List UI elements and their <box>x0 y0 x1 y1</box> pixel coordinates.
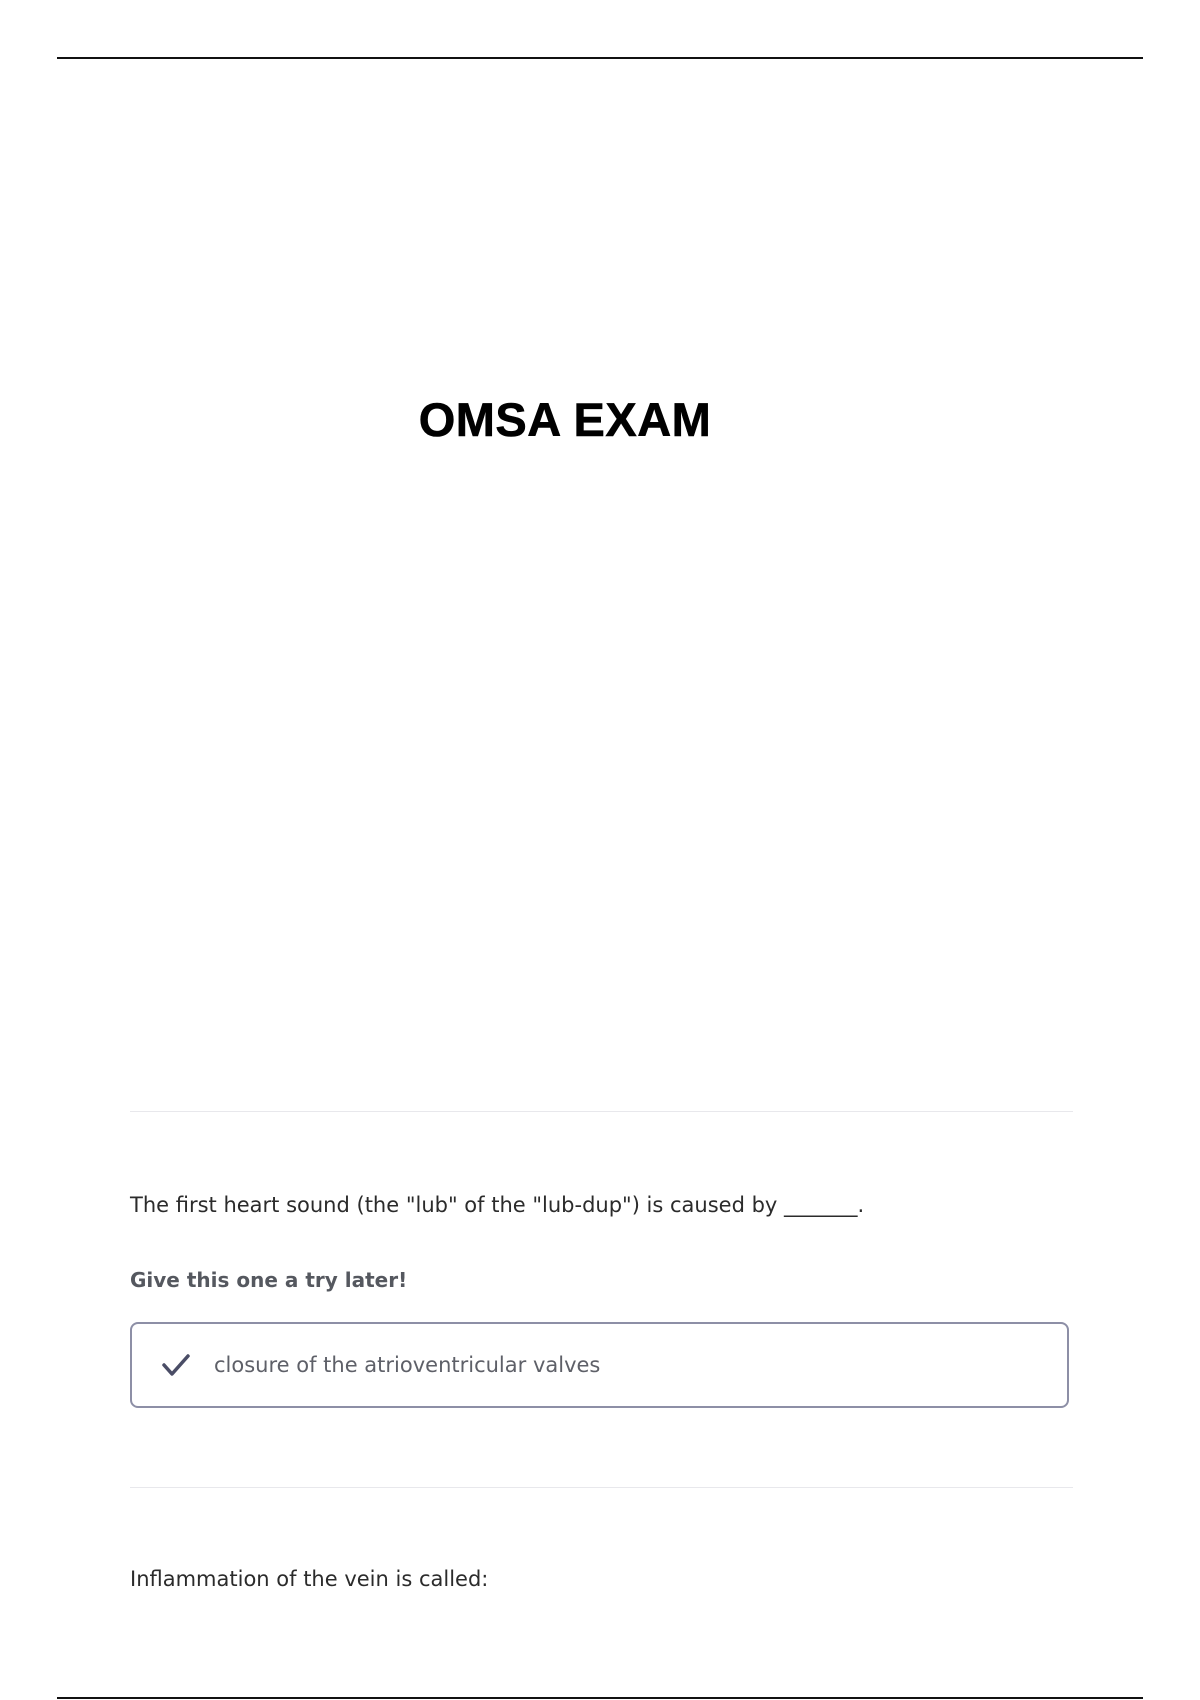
page-title: OMSA EXAM <box>418 393 712 446</box>
footer-rule <box>57 1697 1143 1699</box>
question-1-answer-option[interactable] <box>130 1322 1069 1408</box>
question-2-text: Inflammation of the vein is called: <box>130 1567 489 1591</box>
question-1-hint: Give this one a try later! <box>130 1268 408 1292</box>
check-icon <box>158 1347 194 1383</box>
question-separator <box>130 1487 1073 1488</box>
question-separator <box>130 1111 1073 1112</box>
question-1-text: The first heart sound (the "lub" of the "lub-dup") is caused by _______. <box>130 1193 865 1217</box>
question-1-answer-text: closure of the atrioventricular valves <box>214 1353 601 1377</box>
header-rule <box>57 57 1143 59</box>
